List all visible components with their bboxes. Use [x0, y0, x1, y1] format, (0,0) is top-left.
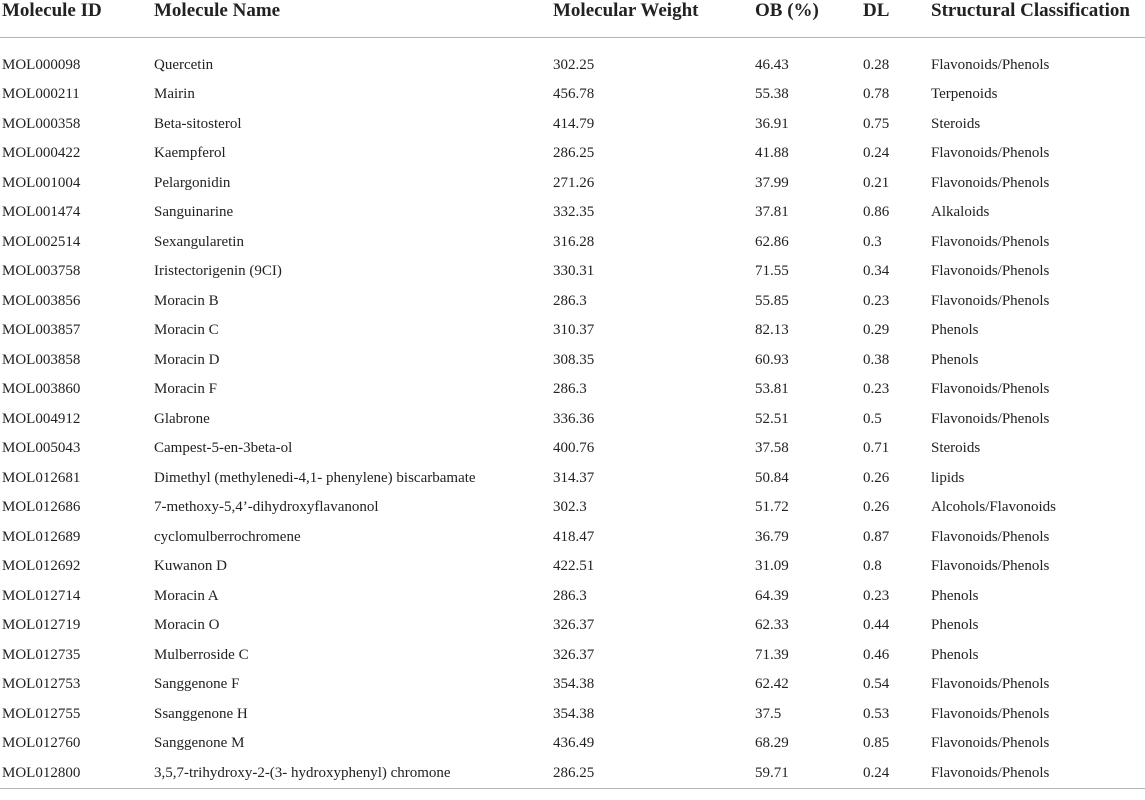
- ob-cell: 36.79: [755, 528, 789, 545]
- molecule-name-cell: Moracin F: [154, 381, 217, 398]
- dl-cell: 0.24: [861, 758, 929, 788]
- molecular-weight-cell: 336.36: [553, 410, 595, 427]
- molecular-weight-cell: 271.26: [553, 174, 595, 191]
- molecule-name-cell: Dimethyl (methylenedi-4,1- phenylene) biscarbamate: [154, 469, 476, 486]
- structural-classification-cell: Flavonoids/Phenols: [931, 410, 1050, 427]
- structural-classification-cell: Phenols: [931, 322, 979, 339]
- molecule-id-cell: MOL012681: [2, 469, 81, 486]
- molecular-weight-cell: 418.47: [553, 528, 595, 545]
- molecule-name-cell: Glabrone: [154, 410, 210, 427]
- table-row: [0, 640, 1145, 670]
- ob-cell: 37.5: [755, 705, 782, 722]
- molecule-name-cell: Quercetin: [154, 56, 214, 73]
- molecule-id-cell: MOL000211: [2, 86, 80, 103]
- table-header: [0, 0, 1145, 38]
- dl-cell: 0.38: [863, 351, 890, 368]
- dl-cell: 0.26: [863, 469, 890, 486]
- molecule-name-cell: Iristectorigenin (9CI): [154, 263, 282, 280]
- table-row: [0, 80, 1145, 110]
- dl-cell: 0.75: [863, 115, 890, 132]
- molecule-name-cell: Moracin C: [154, 322, 219, 339]
- molecule-name-cell: Mulberroside C: [154, 646, 249, 663]
- ob-cell: 36.91: [755, 115, 789, 132]
- molecular-weight-cell: 286.3: [553, 292, 587, 309]
- ob-cell: 62.33: [755, 617, 789, 634]
- dl-cell: 0.71: [863, 440, 890, 457]
- molecule-name-cell: Ssanggenone H: [154, 705, 248, 722]
- molecular-weight-cell: 308.35: [553, 351, 595, 368]
- structural-classification-cell: Flavonoids/Phenols: [931, 735, 1050, 752]
- header-structural-classification: Structural Classification: [929, 0, 1145, 38]
- molecule-id-cell: MOL012714: [2, 587, 81, 604]
- ob-cell: 71.39: [755, 646, 789, 663]
- table-row: [0, 404, 1145, 434]
- ob-cell: 50.84: [755, 469, 789, 486]
- ob-cell: 53.81: [755, 381, 789, 398]
- ob-cell: 52.51: [755, 410, 789, 427]
- molecule-id-cell: MOL002514: [2, 233, 81, 250]
- table-row: [0, 38, 1145, 80]
- dl-cell: 0.3: [863, 233, 882, 250]
- table-row: [0, 522, 1145, 552]
- structural-classification-cell: Flavonoids/Phenols: [931, 381, 1050, 398]
- molecule-id-cell: MOL003858: [2, 351, 81, 368]
- molecule-id-cell: MOL001474: [2, 204, 81, 221]
- molecule-name-cell: Pelargonidin: [154, 174, 231, 191]
- table-row: [0, 493, 1145, 523]
- dl-cell: 0.26: [863, 499, 890, 516]
- structural-classification-cell: Flavonoids/Phenols: [929, 758, 1145, 788]
- ob-cell: 55.38: [755, 86, 789, 103]
- molecule-id-cell: MOL004912: [2, 410, 81, 427]
- structural-classification-cell: Flavonoids/Phenols: [931, 174, 1050, 191]
- table-row: [0, 345, 1145, 375]
- table-row: [0, 257, 1145, 287]
- molecular-weight-cell: 422.51: [553, 558, 595, 575]
- table-row: [0, 434, 1145, 464]
- molecule-id-cell: MOL001004: [2, 174, 81, 191]
- dl-cell: 0.21: [863, 174, 890, 191]
- molecule-name-cell: cyclomulberrochromene: [154, 528, 301, 545]
- molecular-weight-cell: 414.79: [553, 115, 595, 132]
- structural-classification-cell: lipids: [931, 469, 965, 486]
- molecule-name-cell: Kaempferol: [154, 145, 226, 162]
- table-row: [0, 139, 1145, 169]
- molecule-id-cell: MOL012735: [2, 646, 81, 663]
- structural-classification-cell: Flavonoids/Phenols: [931, 263, 1050, 280]
- ob-cell: 71.55: [755, 263, 789, 280]
- table-row: [0, 316, 1145, 346]
- molecular-weight-cell: 456.78: [553, 86, 595, 103]
- dl-cell: 0.46: [863, 646, 890, 663]
- dl-cell: 0.23: [863, 587, 890, 604]
- structural-classification-cell: Phenols: [931, 587, 979, 604]
- molecule-id-cell: MOL000358: [2, 115, 81, 132]
- structural-classification-cell: Flavonoids/Phenols: [931, 233, 1050, 250]
- header-molecular-weight: Molecular Weight: [551, 0, 753, 38]
- structural-classification-cell: Phenols: [931, 646, 979, 663]
- molecule-id-cell: MOL003860: [2, 381, 81, 398]
- table-row: [0, 670, 1145, 700]
- dl-cell: 0.54: [863, 676, 890, 693]
- molecule-name-cell: Sanguinarine: [154, 204, 234, 221]
- structural-classification-cell: Alkaloids: [931, 204, 990, 221]
- molecular-weight-cell: 316.28: [553, 233, 595, 250]
- molecule-name-cell: Kuwanon D: [154, 558, 227, 575]
- dl-cell: 0.53: [863, 705, 890, 722]
- molecule-name-cell: Moracin D: [154, 351, 220, 368]
- table-row: [0, 758, 1145, 788]
- ob-cell: 59.71: [753, 758, 861, 788]
- table-row: [0, 463, 1145, 493]
- dl-cell: 0.87: [863, 528, 890, 545]
- ob-cell: 37.99: [755, 174, 789, 191]
- structural-classification-cell: Phenols: [931, 351, 979, 368]
- header-molecule-name: Molecule Name: [152, 0, 551, 38]
- molecule-name-cell: 3,5,7-trihydroxy-2-(3- hydroxyphenyl) chromone: [152, 758, 551, 788]
- table-row: [0, 109, 1145, 139]
- ob-cell: 55.85: [755, 292, 789, 309]
- ob-cell: 82.13: [755, 322, 789, 339]
- molecule-id-cell: MOL012689: [2, 528, 81, 545]
- molecule-id-cell: MOL012760: [2, 735, 81, 752]
- structural-classification-cell: Steroids: [931, 440, 981, 457]
- molecule-name-cell: Moracin A: [154, 587, 219, 604]
- dl-cell: 0.24: [863, 145, 890, 162]
- molecular-weight-cell: 326.37: [553, 617, 595, 634]
- molecular-weight-cell: 310.37: [553, 322, 595, 339]
- molecule-name-cell: Sanggenone M: [154, 735, 245, 752]
- molecule-id-cell: MOL003758: [2, 263, 81, 280]
- structural-classification-cell: Terpenoids: [931, 86, 998, 103]
- molecule-name-cell: Moracin O: [154, 617, 220, 634]
- table-row: [0, 581, 1145, 611]
- structural-classification-cell: Flavonoids/Phenols: [931, 292, 1050, 309]
- ob-cell: 51.72: [755, 499, 789, 516]
- structural-classification-cell: Alcohols/Flavonoids: [931, 499, 1057, 516]
- header-molecule-id: Molecule ID: [0, 0, 152, 38]
- table-row: [0, 729, 1145, 759]
- structural-classification-cell: Flavonoids/Phenols: [931, 558, 1050, 575]
- ob-cell: 31.09: [755, 558, 789, 575]
- molecule-id-cell: MOL000422: [2, 145, 81, 162]
- table-row: [0, 168, 1145, 198]
- molecular-weight-cell: 354.38: [553, 705, 595, 722]
- molecular-weight-cell: 314.37: [553, 469, 595, 486]
- molecular-weight-cell: 330.31: [553, 263, 595, 280]
- molecule-id-cell: MOL003856: [2, 292, 81, 309]
- ob-cell: 68.29: [755, 735, 789, 752]
- molecule-name-cell: 7-methoxy-5,4’-dihydroxyflavanonol: [154, 499, 379, 516]
- molecule-id-cell: MOL012800: [0, 758, 152, 788]
- dl-cell: 0.85: [863, 735, 890, 752]
- dl-cell: 0.44: [863, 617, 890, 634]
- molecular-weight-cell: 286.25: [553, 145, 595, 162]
- molecule-id-cell: MOL012686: [2, 499, 81, 516]
- ob-cell: 41.88: [755, 145, 789, 162]
- ob-cell: 60.93: [755, 351, 789, 368]
- table-row: [0, 552, 1145, 582]
- structural-classification-cell: Flavonoids/Phenols: [931, 705, 1050, 722]
- table-row: [0, 198, 1145, 228]
- table-row: [0, 286, 1145, 316]
- header-row: [0, 0, 1145, 38]
- ob-cell: 37.81: [755, 204, 789, 221]
- structural-classification-cell: Flavonoids/Phenols: [931, 145, 1050, 162]
- dl-cell: 0.23: [863, 381, 890, 398]
- table-row: [0, 699, 1145, 729]
- ob-cell: 37.58: [755, 440, 789, 457]
- structural-classification-cell: Steroids: [931, 115, 981, 132]
- molecular-weight-cell: 286.3: [553, 587, 587, 604]
- dl-cell: 0.28: [863, 56, 890, 73]
- molecule-name-cell: Sexangularetin: [154, 233, 244, 250]
- table-row: [0, 611, 1145, 641]
- ob-cell: 62.86: [755, 233, 789, 250]
- molecular-weight-cell: 354.38: [553, 676, 595, 693]
- dl-cell: 0.86: [863, 204, 890, 221]
- table-row: [0, 375, 1145, 405]
- molecule-id-cell: MOL012719: [2, 617, 81, 634]
- structural-classification-cell: Flavonoids/Phenols: [931, 528, 1050, 545]
- molecule-id-cell: MOL003857: [2, 322, 81, 339]
- table-body: [0, 38, 1145, 789]
- molecular-weight-cell: 302.3: [553, 499, 587, 516]
- molecule-id-cell: MOL005043: [2, 440, 81, 457]
- molecule-name-cell: Campest-5-en-3beta-ol: [154, 440, 293, 457]
- molecular-weight-cell: 326.37: [553, 646, 595, 663]
- molecular-weight-cell: 286.3: [553, 381, 587, 398]
- structural-classification-cell: Flavonoids/Phenols: [931, 56, 1050, 73]
- dl-cell: 0.29: [863, 322, 890, 339]
- structural-classification-cell: Flavonoids/Phenols: [931, 676, 1050, 693]
- dl-cell: 0.34: [863, 263, 890, 280]
- molecular-weight-cell: 436.49: [553, 735, 595, 752]
- molecule-id-cell: MOL012755: [2, 705, 81, 722]
- dl-cell: 0.8: [863, 558, 882, 575]
- molecular-weight-cell: 400.76: [553, 440, 595, 457]
- ob-cell: 64.39: [755, 587, 789, 604]
- dl-cell: 0.23: [863, 292, 890, 309]
- dl-cell: 0.78: [863, 86, 890, 103]
- molecular-weight-cell: 332.35: [553, 204, 595, 221]
- table-row: [0, 227, 1145, 257]
- molecular-weight-cell: 286.25: [551, 758, 753, 788]
- molecule-name-cell: Beta-sitosterol: [154, 115, 242, 132]
- ob-cell: 46.43: [755, 56, 789, 73]
- header-dl: DL: [861, 0, 929, 38]
- molecule-id-cell: MOL000098: [2, 56, 81, 73]
- molecule-id-cell: MOL012692: [2, 558, 81, 575]
- structural-classification-cell: Phenols: [931, 617, 979, 634]
- molecular-weight-cell: 302.25: [553, 56, 595, 73]
- ob-cell: 62.42: [755, 676, 789, 693]
- molecule-name-cell: Mairin: [154, 86, 195, 103]
- molecule-name-cell: Moracin B: [154, 292, 219, 309]
- molecule-id-cell: MOL012753: [2, 676, 81, 693]
- molecule-name-cell: Sanggenone F: [154, 676, 240, 693]
- dl-cell: 0.5: [863, 410, 882, 427]
- header-ob: OB (%): [753, 0, 861, 38]
